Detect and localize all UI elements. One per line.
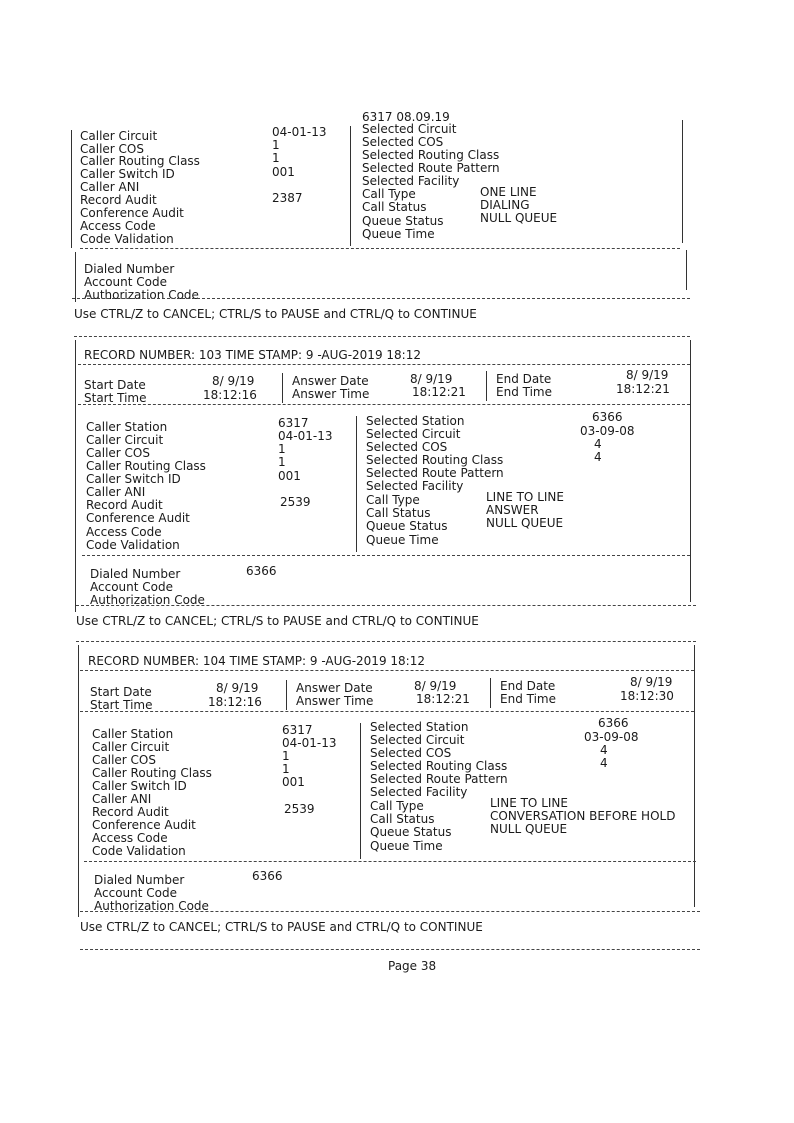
selected-circuit-value: 03-09-08 [584,730,639,744]
account-code-label: Account Code [94,886,177,900]
call-status-label: Call Status [366,506,431,520]
caller-cos-label: Caller COS [80,142,144,156]
end-time-label: End Time [500,692,556,706]
selected-cos-label: Selected COS [366,440,448,454]
selected-circuit-label: Selected Circuit [370,733,465,747]
call-type-label: Call Type [362,187,416,201]
start-date-label: Start Date [84,378,146,392]
end-date-label: End Date [496,372,552,386]
section-divider [78,404,690,405]
column-divider [282,373,283,403]
selected-station-label: Selected Station [366,414,465,428]
selected-routing-class-value: 4 [600,756,608,770]
access-code-label: Access Code [80,219,156,233]
call-type-label: Call Type [366,493,420,507]
caller-routing-class-label: Caller Routing Class [80,154,200,168]
caller-station-value: 6317 [282,723,313,737]
start-time-value: 18:12:16 [203,388,257,402]
caller-routing-class-value: 1 [272,151,280,165]
caller-station-label: Caller Station [92,727,174,741]
end-date-label: End Date [500,679,556,693]
caller-circuit-label: Caller Circuit [92,740,170,754]
selected-station-value: 6366 [598,716,629,730]
caller-circuit-value: 04-01-13 [272,125,327,139]
column-divider [356,416,357,552]
caller-cos-label: Caller COS [92,753,156,767]
call-type-value: ONE LINE [480,185,537,199]
caller-ani-label: Caller ANI [92,792,152,806]
right-border [682,120,683,243]
caller-ani-label: Caller ANI [86,485,146,499]
caller-cos-value: 1 [272,138,280,152]
end-date-value: 8/ 9/19 [630,675,673,689]
selected-routing-class-label: Selected Routing Class [366,453,504,467]
caller-switch-id-label: Caller Switch ID [86,472,181,486]
record-audit-value: 2539 [284,802,315,816]
continue-prompt: Use CTRL/Z to CANCEL; CTRL/S to PAUSE and CTRL/Q to CONTINUE [76,614,479,628]
selected-cos-value: 4 [594,437,602,451]
start-time-label: Start Time [90,698,153,712]
selected-facility-label: Selected Facility [362,174,460,188]
answer-date-value: 8/ 9/19 [414,679,457,693]
caller-cos-value: 1 [278,442,286,456]
right-border [686,250,687,290]
page-number: Page 38 [388,959,437,973]
answer-time-label: Answer Time [296,694,374,708]
caller-cos-label: Caller COS [86,446,150,460]
selected-cos-label: Selected COS [370,746,452,760]
caller-ani-label: Caller ANI [80,180,140,194]
caller-switch-id-label: Caller Switch ID [80,167,175,181]
selected-facility-label: Selected Facility [366,479,464,493]
answer-time-label: Answer Time [292,387,370,401]
section-divider [74,336,690,337]
account-code-label: Account Code [84,275,167,289]
caller-routing-class-value: 1 [282,762,290,776]
caller-circuit-value: 04-01-13 [282,736,337,750]
record-audit-value: 2387 [272,191,303,205]
section-divider [84,861,696,862]
caller-circuit-label: Caller Circuit [80,129,158,143]
call-type-value: LINE TO LINE [490,796,568,810]
record-audit-label: Record Audit [80,193,157,207]
conference-audit-label: Conference Audit [86,511,190,525]
section-divider [72,298,690,299]
selected-routing-class-label: Selected Routing Class [362,148,500,162]
call-type-label: Call Type [370,799,424,813]
conference-audit-label: Conference Audit [92,818,196,832]
caller-station-label: Caller Station [86,420,168,434]
account-code-label: Account Code [90,580,173,594]
access-code-label: Access Code [92,831,168,845]
record-audit-value: 2539 [280,495,311,509]
column-divider [360,723,361,859]
caller-routing-class-label: Caller Routing Class [92,766,212,780]
left-border [71,130,72,248]
queue-time-label: Queue Time [362,227,435,241]
call-type-value: LINE TO LINE [486,490,564,504]
queue-status-value: NULL QUEUE [480,211,558,225]
selected-route-pattern-label: Selected Route Pattern [370,772,508,786]
selected-routing-class-label: Selected Routing Class [370,759,508,773]
end-time-value: 18:12:30 [620,689,674,703]
selected-circuit-label: Selected Circuit [362,122,457,136]
dialed-number-value: 6366 [252,869,283,883]
call-status-value: DIALING [480,198,530,212]
start-date-value: 8/ 9/19 [212,374,255,388]
page-header-text: 6317 08.09.19 [362,110,450,124]
selected-routing-class-value: 4 [594,450,602,464]
queue-status-value: NULL QUEUE [486,516,564,530]
call-status-label: Call Status [370,812,435,826]
answer-date-value: 8/ 9/19 [410,372,453,386]
selected-station-label: Selected Station [370,720,469,734]
call-status-label: Call Status [362,200,427,214]
record-audit-label: Record Audit [86,498,163,512]
selected-cos-value: 4 [600,743,608,757]
call-status-value: ANSWER [486,503,539,517]
section-divider [82,555,690,556]
selected-route-pattern-label: Selected Route Pattern [362,161,500,175]
section-divider [80,711,694,712]
continue-prompt: Use CTRL/Z to CANCEL; CTRL/S to PAUSE and CTRL/Q to CONTINUE [80,920,483,934]
footer-divider [80,949,700,950]
record-header: RECORD NUMBER: 104 TIME STAMP: 9 -AUG-2019 18:12 [88,654,425,668]
caller-switch-id-value: 001 [282,775,305,789]
selected-facility-label: Selected Facility [370,785,468,799]
caller-cos-value: 1 [282,749,290,763]
record-audit-label: Record Audit [92,805,169,819]
selected-route-pattern-label: Selected Route Pattern [366,466,504,480]
code-validation-label: Code Validation [86,538,180,552]
section-divider [80,911,700,912]
authorization-code-label: Authorization Code [90,593,205,607]
caller-routing-class-value: 1 [278,455,286,469]
call-status-value: CONVERSATION BEFORE HOLD [490,809,676,823]
selected-circuit-value: 03-09-08 [580,424,635,438]
right-border [694,645,695,907]
authorization-code-label: Authorization Code [94,899,209,913]
code-validation-label: Code Validation [92,844,186,858]
caller-station-value: 6317 [278,416,309,430]
start-date-label: Start Date [90,685,152,699]
start-date-value: 8/ 9/19 [216,681,259,695]
column-divider [350,126,351,246]
answer-date-label: Answer Date [296,681,373,695]
queue-status-label: Queue Status [366,519,448,533]
column-divider [490,678,491,708]
code-validation-label: Code Validation [80,232,174,246]
end-date-value: 8/ 9/19 [626,368,669,382]
answer-time-value: 18:12:21 [412,385,466,399]
selected-circuit-label: Selected Circuit [366,427,461,441]
access-code-label: Access Code [86,525,162,539]
authorization-code-label: Authorization Code [84,288,199,302]
queue-time-label: Queue Time [366,533,439,547]
queue-status-label: Queue Status [370,825,452,839]
start-time-label: Start Time [84,391,147,405]
continue-prompt: Use CTRL/Z to CANCEL; CTRL/S to PAUSE and CTRL/Q to CONTINUE [74,307,477,321]
caller-routing-class-label: Caller Routing Class [86,459,206,473]
end-time-label: End Time [496,385,552,399]
dialed-number-value: 6366 [246,564,277,578]
caller-switch-id-value: 001 [272,165,295,179]
right-border [690,340,691,602]
section-divider [76,641,696,642]
section-divider [80,248,680,249]
start-time-value: 18:12:16 [208,695,262,709]
section-divider [76,605,696,606]
end-time-value: 18:12:21 [616,382,670,396]
dialed-number-label: Dialed Number [84,262,175,276]
caller-switch-id-value: 001 [278,469,301,483]
queue-status-value: NULL QUEUE [490,822,568,836]
column-divider [486,371,487,401]
dialed-number-label: Dialed Number [94,873,185,887]
left-border [75,252,76,302]
left-border [75,340,76,612]
answer-date-label: Answer Date [292,374,369,388]
caller-circuit-value: 04-01-13 [278,429,333,443]
conference-audit-label: Conference Audit [80,206,184,220]
caller-switch-id-label: Caller Switch ID [92,779,187,793]
section-divider [78,364,690,365]
selected-station-value: 6366 [592,410,623,424]
dialed-number-label: Dialed Number [90,567,181,581]
queue-status-label: Queue Status [362,214,444,228]
column-divider [286,680,287,710]
answer-time-value: 18:12:21 [416,692,470,706]
caller-circuit-label: Caller Circuit [86,433,164,447]
left-border [78,645,79,917]
section-divider [80,670,694,671]
queue-time-label: Queue Time [370,839,443,853]
record-header: RECORD NUMBER: 103 TIME STAMP: 9 -AUG-2019 18:12 [84,348,421,362]
selected-cos-label: Selected COS [362,135,444,149]
